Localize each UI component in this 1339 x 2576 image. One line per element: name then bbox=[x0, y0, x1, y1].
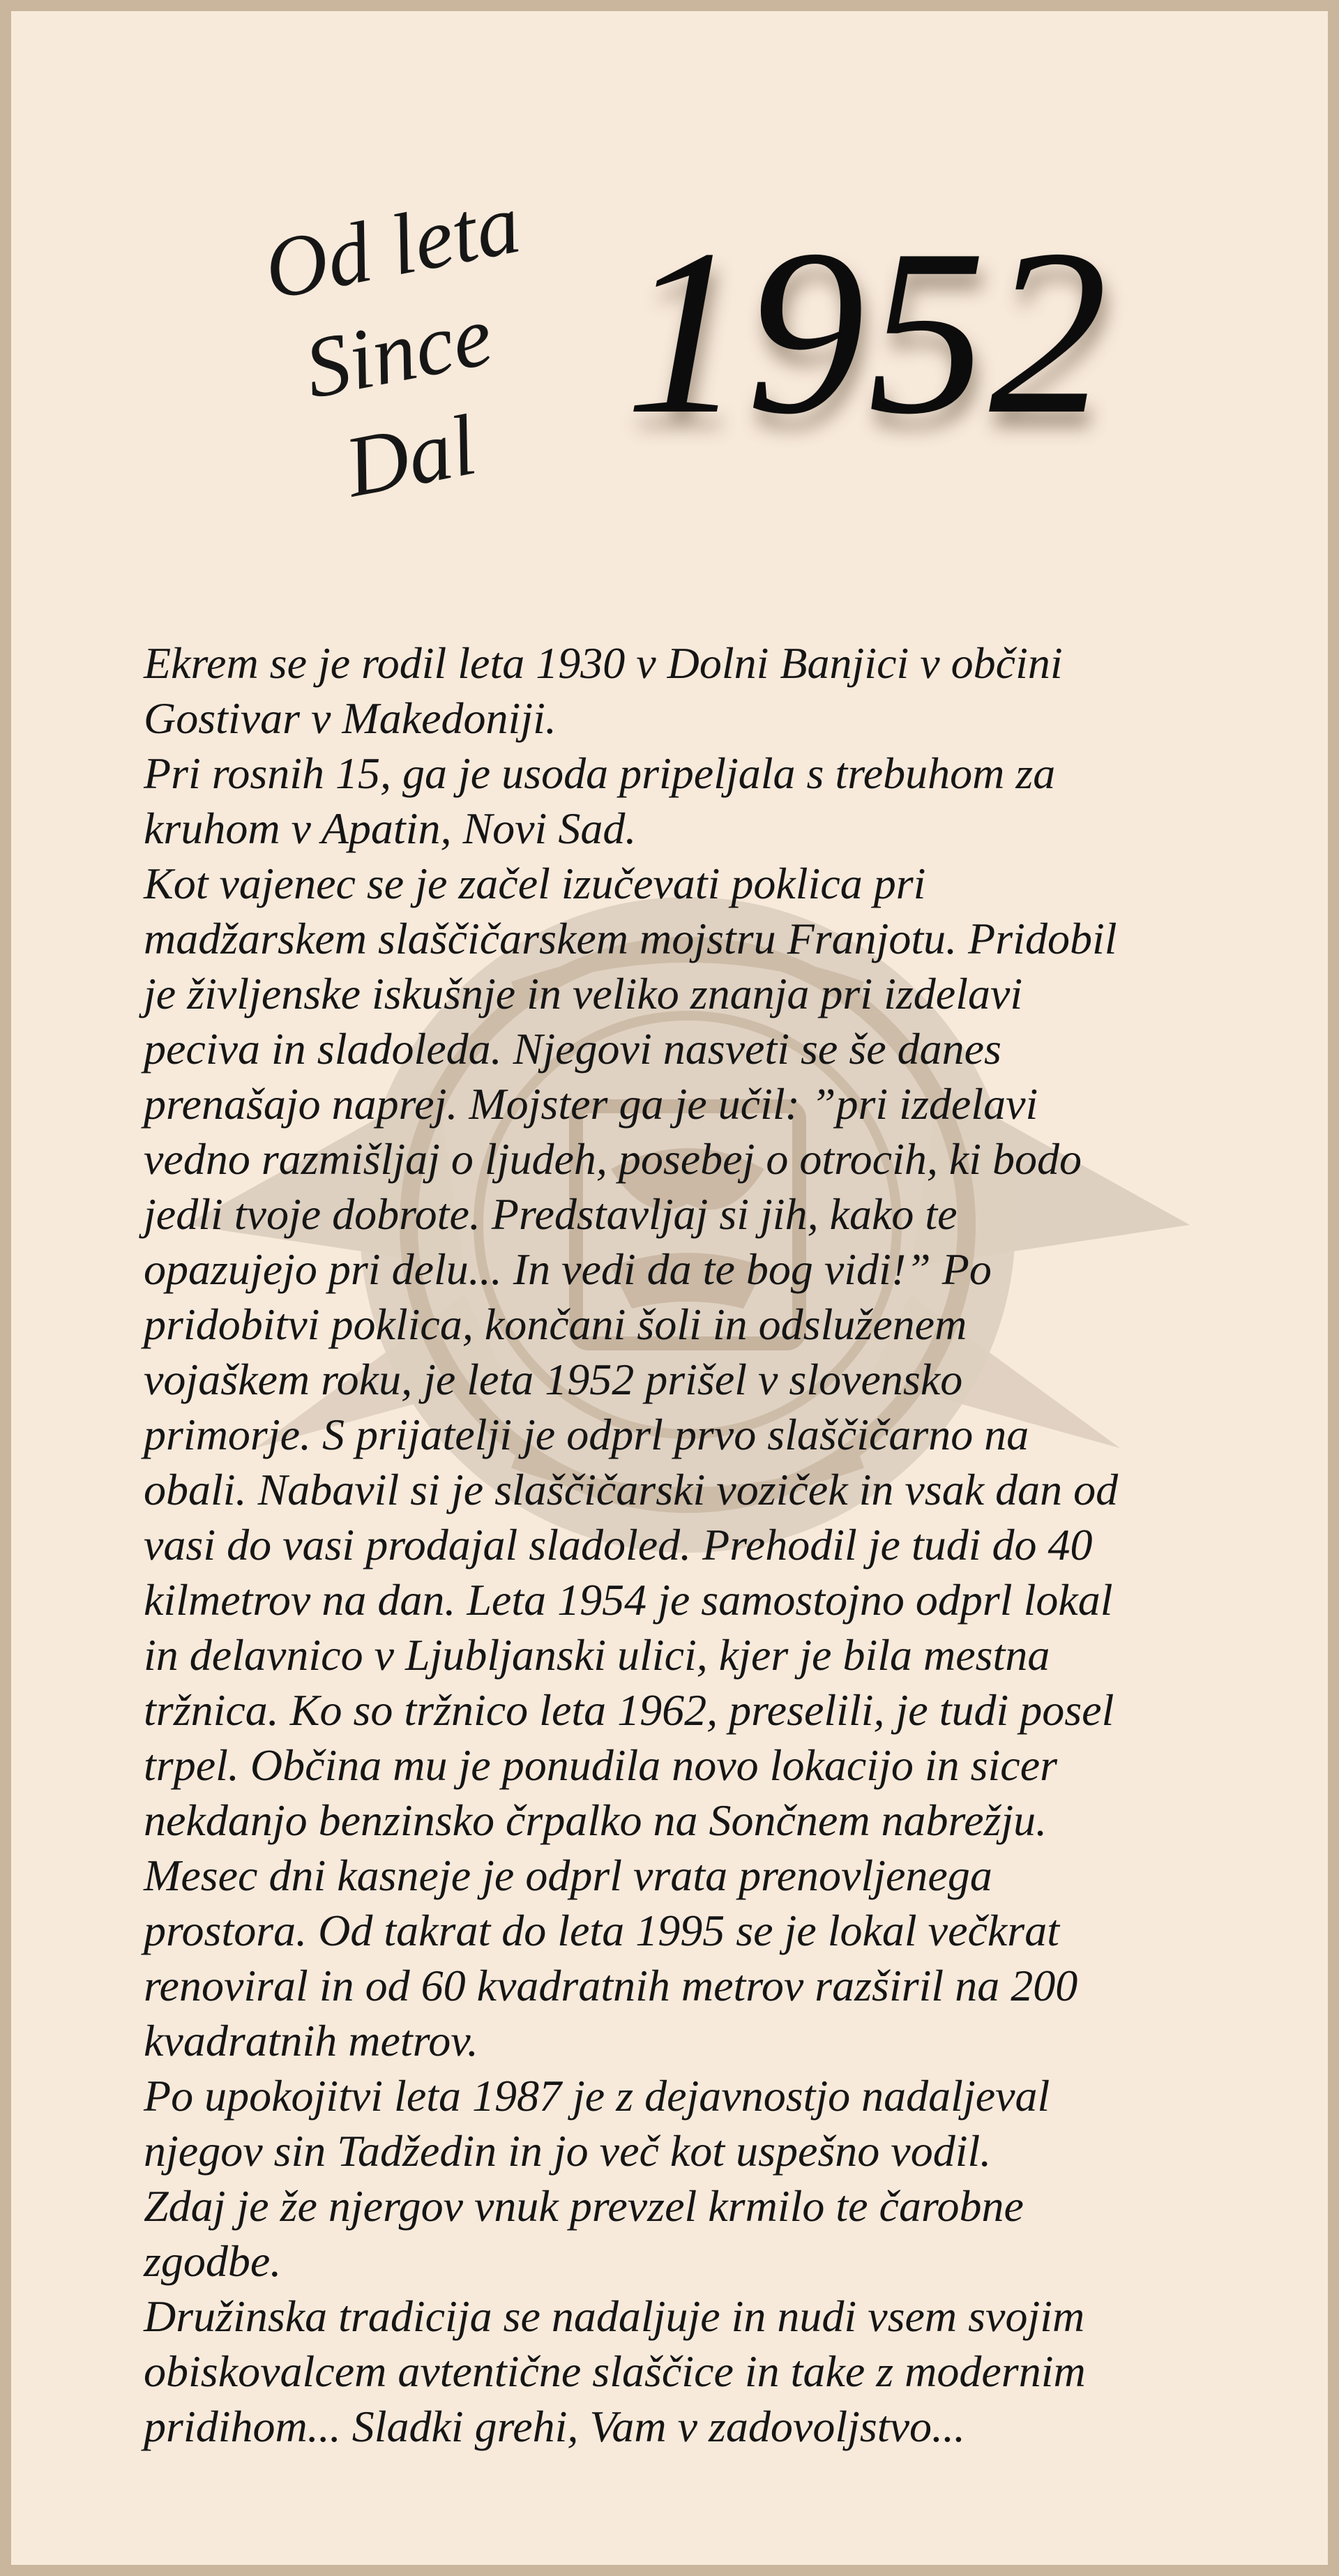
history-line: Pri rosnih 15, ga je usoda pripeljala s trebuhom za bbox=[144, 748, 1056, 798]
history-line: Ekrem se je rodil leta 1930 v Dolni Banjici v občini bbox=[144, 638, 1063, 688]
history-line: madžarskem slaščičarskem mojstru Franjotu. Pridobil bbox=[144, 914, 1117, 963]
since-heading bbox=[245, 147, 600, 545]
history-line: Gostivar v Makedoniji. bbox=[144, 693, 557, 743]
history-line: kvadratnih metrov. bbox=[144, 2016, 478, 2065]
history-line: trpel. Občina mu je ponudila novo lokacijo in sicer bbox=[144, 1740, 1057, 1790]
history-line: njegov sin Tadžedin in jo več kot uspešno vodil. bbox=[144, 2126, 992, 2176]
history-line: nekdanjo benzinsko črpalko na Sončnem nabrežju. bbox=[144, 1795, 1047, 1845]
history-line: vasi do vasi prodajal sladoled. Prehodil je tudi do 40 bbox=[144, 1520, 1093, 1569]
history-text bbox=[144, 635, 1232, 2454]
history-line: opazujejo pri delu... In vedi da te bog vidi!” Po bbox=[144, 1244, 992, 1294]
since-line-slovenian: Od leta bbox=[257, 174, 528, 318]
history-line: Družinska tradicija se nadaljuje in nudi vsem svojim bbox=[144, 2291, 1085, 2341]
history-line: zgodbe. bbox=[144, 2236, 282, 2286]
history-line: vedno razmišljaj o ljudeh, posebej o otrocih, ki bodo bbox=[144, 1134, 1082, 1184]
history-line: obiskovalcem avtentične slaščice in take z modernim bbox=[144, 2347, 1086, 2396]
history-line: je življenske iskušnje in veliko znanja pri izdelavi bbox=[144, 969, 1023, 1018]
history-line: renoviral in od 60 kvadratnih metrov razširil na 200 bbox=[144, 1961, 1078, 2010]
history-line: Po upokojitvi leta 1987 je z dejavnostjo nadaljeval bbox=[144, 2071, 1050, 2121]
history-line: obali. Nabavil si je slaščičarski voziček in vsak dan od bbox=[144, 1465, 1119, 1514]
history-line: kruhom v Apatin, Novi Sad. bbox=[144, 804, 637, 853]
history-line: Kot vajenec se je začel izučevati poklica pri bbox=[144, 859, 926, 908]
history-line: pridihom... Sladki grehi, Vam v zadovoljstvo... bbox=[144, 2402, 965, 2451]
history-line: jedli tvoje dobrote. Predstavljaj si jih, kako te bbox=[144, 1189, 958, 1239]
history-line: prostora. Od takrat do leta 1995 se je lokal večkrat bbox=[144, 1906, 1059, 1955]
history-line: Zdaj je že njergov vnuk prevzel krmilo te čarobne bbox=[144, 2181, 1024, 2231]
history-line: tržnica. Ko so tržnico leta 1962, preselili, je tudi posel bbox=[144, 1685, 1114, 1735]
founding-year: 1952 bbox=[625, 200, 1110, 463]
history-line: kilmetrov na dan. Leta 1954 je samostojno odprl lokal bbox=[144, 1575, 1113, 1625]
history-line: Mesec dni kasneje je odprl vrata prenovljenega bbox=[144, 1851, 992, 1900]
history-line: prenašajo naprej. Mojster ga je učil: ”pri izdelavi bbox=[144, 1079, 1038, 1129]
history-line: primorje. S prijatelji je odprl prvo slaščičarno na bbox=[144, 1410, 1029, 1459]
history-line: in delavnico v Ljubljanski ulici, kjer je bila mestna bbox=[144, 1630, 1050, 1680]
history-line: pridobitvi poklica, končani šoli in odsluženem bbox=[144, 1300, 967, 1349]
history-line: peciva in sladoleda. Njegovi nasveti se še danes bbox=[144, 1024, 1001, 1074]
since-line-english: Since bbox=[297, 287, 500, 417]
since-line-italian: Dal bbox=[338, 396, 484, 515]
history-line: vojaškem roku, je leta 1952 prišel v slovensko bbox=[144, 1355, 963, 1404]
